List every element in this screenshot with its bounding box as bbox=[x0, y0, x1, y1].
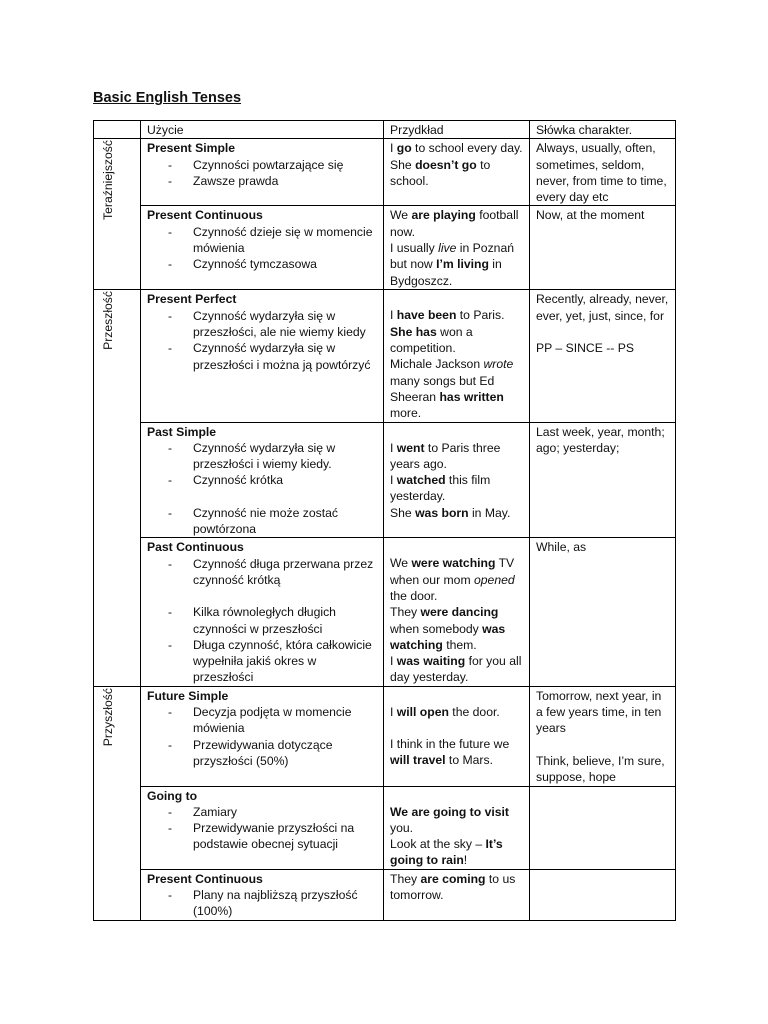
example-text: We bbox=[390, 556, 412, 571]
example-text: to us tomorrow. bbox=[390, 871, 516, 902]
example-verb: has written bbox=[439, 389, 504, 404]
example-cell bbox=[384, 869, 530, 920]
example-text: She bbox=[390, 505, 416, 520]
usage-item: - Plany na najbliższą przyszłość (100%) bbox=[147, 887, 378, 920]
example-verb-italic: opened bbox=[474, 572, 515, 587]
keywords-text: Now, at the moment bbox=[536, 208, 645, 223]
example-text: She bbox=[390, 157, 416, 172]
tense-name: Present Perfect bbox=[147, 292, 237, 307]
keywords-text: Always, usually, often, sometimes, seldom, never, from time to time, every day etc bbox=[536, 141, 667, 205]
table-row bbox=[94, 869, 676, 920]
example-text: They bbox=[390, 871, 421, 886]
example-sentence bbox=[390, 307, 524, 323]
keywords-cell bbox=[530, 290, 676, 422]
usage-cell bbox=[141, 786, 384, 869]
header-cell-usage: Użycie bbox=[141, 121, 384, 139]
keywords-text: Recently, already, never, ever, yet, just, since, for PP – SINCE -- PS bbox=[536, 292, 669, 356]
usage-cell bbox=[141, 139, 384, 206]
example-text: I bbox=[390, 473, 397, 488]
example-text: I bbox=[390, 141, 397, 156]
example-text: you. bbox=[390, 820, 414, 835]
table-row bbox=[94, 422, 676, 538]
example-text: to school. bbox=[390, 157, 491, 188]
example-text: in May. bbox=[468, 505, 511, 520]
example-verb: was waiting bbox=[396, 654, 466, 669]
example-verb: We are going to visit bbox=[390, 804, 509, 819]
tenses-table bbox=[93, 120, 676, 921]
example-verb: were dancing bbox=[420, 605, 499, 620]
usage-list bbox=[147, 308, 378, 373]
example-text: in Poznań but now bbox=[390, 241, 514, 272]
example-verb: watched bbox=[396, 473, 446, 488]
example-verb: go bbox=[396, 141, 412, 156]
table-row bbox=[94, 139, 676, 206]
keywords-text: Last week, year, month; ago; yesterday; bbox=[536, 424, 665, 455]
group-label: Przeszłość bbox=[101, 291, 115, 351]
example-sentence bbox=[390, 704, 524, 720]
table-row bbox=[94, 786, 676, 869]
usage-cell bbox=[141, 686, 384, 786]
example-verb: It’s going to rain bbox=[390, 837, 503, 868]
keywords-cell bbox=[530, 206, 676, 290]
usage-list bbox=[147, 440, 378, 537]
example-sentence bbox=[390, 505, 524, 521]
example-cell bbox=[384, 139, 530, 206]
usage-cell bbox=[141, 206, 384, 290]
example-sentence bbox=[390, 804, 524, 837]
keywords-cell bbox=[530, 686, 676, 786]
example-sentence bbox=[390, 207, 524, 240]
usage-item: - Przewidywania dotyczące przyszłości (50%) bbox=[147, 737, 378, 770]
header-row bbox=[94, 121, 676, 139]
example-text: many songs but Ed Sheeran bbox=[390, 373, 495, 404]
usage-cell bbox=[141, 869, 384, 920]
example-verb: doesn’t go bbox=[415, 157, 477, 172]
table-row bbox=[94, 206, 676, 290]
example-text: I bbox=[390, 704, 397, 719]
example-cell bbox=[384, 538, 530, 686]
example-text: the door. bbox=[390, 588, 438, 603]
keywords-cell bbox=[530, 538, 676, 686]
example-verb: were watching bbox=[411, 556, 496, 571]
usage-item: - Zawsze prawda bbox=[147, 173, 378, 189]
group-cell bbox=[94, 686, 141, 920]
example-text: football now. bbox=[390, 208, 519, 239]
usage-list bbox=[147, 556, 378, 686]
tense-name: Past Continuous bbox=[147, 540, 244, 555]
example-sentence bbox=[390, 653, 524, 686]
example-sentence bbox=[390, 736, 524, 769]
tense-name: Present Continuous bbox=[147, 871, 263, 886]
example-cell bbox=[384, 686, 530, 786]
example-sentence bbox=[390, 871, 524, 904]
usage-cell bbox=[141, 422, 384, 538]
usage-item: - Czynność tymczasowa bbox=[147, 256, 378, 272]
usage-cell bbox=[141, 538, 384, 686]
example-verb: have been bbox=[396, 308, 457, 323]
example-sentence bbox=[390, 157, 524, 190]
example-text: TV when our mom bbox=[390, 556, 515, 587]
example-verb: will open bbox=[396, 704, 449, 719]
usage-item: - Czynność długa przerwana przez czynność krótką bbox=[147, 556, 378, 589]
header-cell-blank bbox=[94, 121, 141, 139]
example-cell bbox=[384, 290, 530, 422]
usage-item: - Decyzja podjęta w momencie mówienia bbox=[147, 704, 378, 737]
usage-list bbox=[147, 157, 378, 190]
tense-name: Past Simple bbox=[147, 424, 217, 439]
tense-name: Present Simple bbox=[147, 141, 236, 156]
table-row bbox=[94, 686, 676, 786]
example-verb: are coming bbox=[420, 871, 486, 886]
keywords-cell bbox=[530, 422, 676, 538]
example-sentence bbox=[390, 555, 524, 604]
example-text: I usually bbox=[390, 241, 439, 256]
usage-cell bbox=[141, 290, 384, 422]
keywords-cell bbox=[530, 786, 676, 869]
table-row bbox=[94, 290, 676, 422]
tense-name: Going to bbox=[147, 788, 198, 803]
example-sentence bbox=[390, 472, 524, 505]
group-cell bbox=[94, 290, 141, 686]
example-text: Michale Jackson bbox=[390, 357, 484, 372]
example-cell bbox=[384, 786, 530, 869]
example-text: ! bbox=[463, 853, 468, 868]
usage-item: - Czynność wydarzyła się w przeszłości i wiemy kiedy. bbox=[147, 440, 378, 473]
example-sentence bbox=[390, 356, 524, 421]
usage-item: - Czynność wydarzyła się w przeszłości, ale nie wiemy kiedy bbox=[147, 308, 378, 341]
example-text: They bbox=[390, 605, 421, 620]
example-verb: I’m living bbox=[436, 257, 489, 272]
example-sentence bbox=[390, 240, 524, 289]
example-verb: went bbox=[396, 440, 425, 455]
keywords-cell bbox=[530, 139, 676, 206]
usage-item: - Zamiary bbox=[147, 804, 378, 820]
example-verb: She has bbox=[390, 324, 437, 339]
group-cell bbox=[94, 139, 141, 290]
usage-item: - Czynność krótka bbox=[147, 472, 378, 488]
example-text: to Paris three years ago. bbox=[390, 440, 501, 471]
usage-item: - Długa czynność, która całkowicie wypełniła jakiś okres w przeszłości bbox=[147, 637, 378, 686]
usage-item: - Czynności powtarzające się bbox=[147, 157, 378, 173]
tense-name: Present Continuous bbox=[147, 208, 263, 223]
example-verb-italic: wrote bbox=[483, 357, 514, 372]
group-label: Teraźniejszość bbox=[101, 140, 115, 221]
example-verb-italic: live bbox=[438, 241, 457, 256]
example-text: in Bydgoszcz. bbox=[390, 257, 502, 288]
usage-list bbox=[147, 224, 378, 273]
usage-list bbox=[147, 704, 378, 769]
example-text: I think in the future we bbox=[390, 737, 510, 752]
example-text: won a competition. bbox=[390, 324, 473, 356]
keywords-text: Tomorrow, next year, in a few years time, in ten years Think, believe, I’m sure, suppose, hope bbox=[536, 688, 665, 785]
example-verb: will travel bbox=[390, 753, 446, 768]
usage-item: - Czynność wydarzyła się w przeszłości i można ją powtórzyć bbox=[147, 340, 378, 373]
usage-list bbox=[147, 887, 378, 920]
example-text: We bbox=[390, 208, 412, 223]
example-sentence bbox=[390, 836, 524, 869]
example-text: this film yesterday. bbox=[390, 473, 491, 504]
example-verb: was watching bbox=[390, 621, 506, 652]
example-text: to Mars. bbox=[445, 753, 493, 768]
example-cell bbox=[384, 206, 530, 290]
example-cell bbox=[384, 422, 530, 538]
example-sentence bbox=[390, 604, 524, 653]
example-text: when somebody bbox=[390, 621, 483, 636]
example-text: the door. bbox=[448, 704, 500, 719]
example-text: to Paris. bbox=[456, 308, 505, 323]
table-row bbox=[94, 538, 676, 686]
table-body bbox=[94, 139, 676, 920]
example-text: for you all day yesterday. bbox=[390, 654, 522, 685]
example-sentence bbox=[390, 440, 524, 473]
example-sentence bbox=[390, 324, 524, 357]
example-verb: was born bbox=[415, 505, 469, 520]
example-sentence bbox=[390, 140, 524, 156]
example-text: I bbox=[390, 440, 397, 455]
usage-item: - Przewidywanie przyszłości na podstawie obecnej sytuacji bbox=[147, 820, 378, 853]
usage-list bbox=[147, 804, 378, 853]
header-cell-example: Przydkład bbox=[384, 121, 530, 139]
keywords-text: While, as bbox=[536, 540, 587, 555]
page-title: Basic English Tenses bbox=[93, 90, 242, 106]
example-verb: are playing bbox=[411, 208, 476, 223]
example-text: I bbox=[390, 654, 397, 669]
example-text: Look at the sky – bbox=[390, 837, 486, 852]
usage-item: - Czynność nie może zostać powtórzona bbox=[147, 505, 378, 538]
example-text: more. bbox=[390, 406, 422, 421]
example-text: them. bbox=[442, 637, 477, 652]
example-text: to school every day. bbox=[411, 141, 523, 156]
keywords-cell bbox=[530, 869, 676, 920]
tense-name: Future Simple bbox=[147, 688, 229, 703]
header-cell-keywords: Słówka charakter. bbox=[530, 121, 676, 139]
group-label: Przyszłość bbox=[101, 687, 115, 746]
usage-item: - Czynność dzieje się w momencie mówienia bbox=[147, 224, 378, 257]
usage-item: - Kilka równoległych długich czynności w przeszłości bbox=[147, 604, 378, 637]
example-text: I bbox=[390, 308, 397, 323]
